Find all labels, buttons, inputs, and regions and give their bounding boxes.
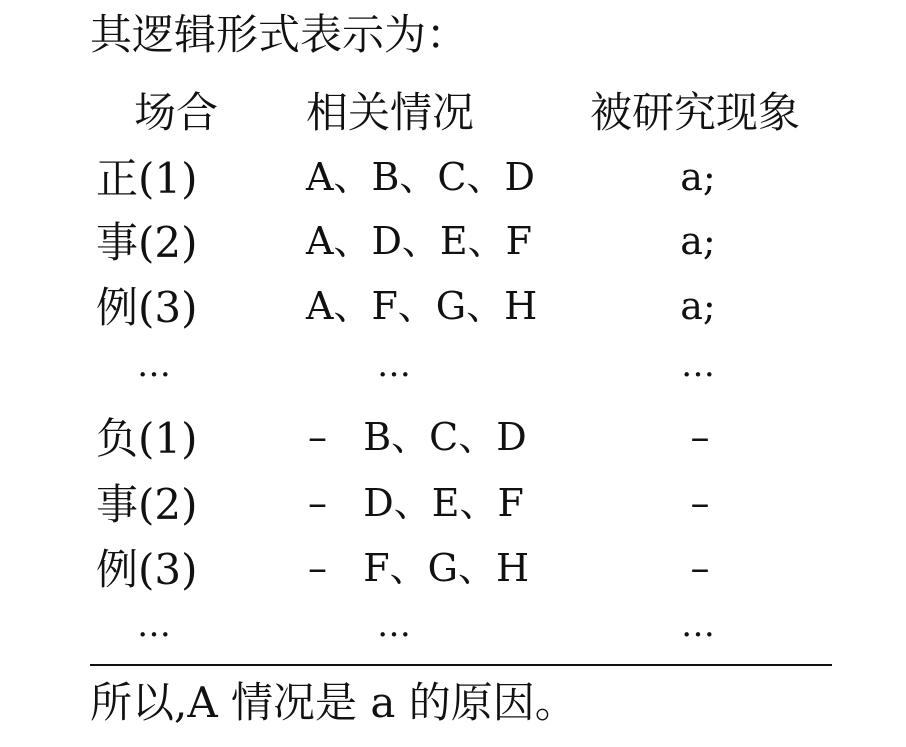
negative-row-2-phenomenon: – — [690, 481, 710, 525]
positive-row-3-phenomenon: a; — [680, 284, 716, 328]
positive-ellipsis-case: … — [137, 345, 171, 385]
negative-ellipsis-related: … — [377, 605, 411, 645]
positive-row-1-case: 正(1) — [96, 154, 198, 203]
positive-ellipsis-phenomenon: … — [681, 345, 715, 385]
header-occasion: 场合 — [134, 88, 219, 137]
positive-row-1-phenomenon: a; — [680, 155, 716, 199]
conclusion-divider — [90, 664, 832, 666]
negative-row-1-related: – B、C、D — [308, 415, 527, 459]
positive-row-3-related: A、F、G、H — [306, 284, 538, 328]
intro-text: 其逻辑形式表示为： — [90, 10, 469, 59]
positive-ellipsis-related: … — [377, 345, 411, 385]
header-related: 相关情况 — [306, 88, 475, 137]
negative-ellipsis-phenomenon: … — [681, 605, 715, 645]
negative-row-3-related: – F、G、H — [308, 546, 530, 590]
positive-row-1-related: A、B、C、D — [306, 155, 535, 199]
positive-row-2-phenomenon: a; — [680, 219, 716, 263]
negative-row-2-related: – D、E、F — [308, 481, 524, 525]
positive-row-2-related: A、D、E、F — [306, 219, 533, 263]
header-phenomenon: 被研究现象 — [590, 88, 801, 137]
positive-row-3-case: 例(3) — [96, 283, 198, 332]
negative-row-1-phenomenon: – — [690, 415, 710, 459]
negative-row-2-case: 事(2) — [96, 480, 198, 529]
positive-row-2-case: 事(2) — [96, 218, 198, 267]
negative-row-3-phenomenon: – — [690, 546, 710, 590]
negative-row-3-case: 例(3) — [96, 545, 198, 594]
negative-ellipsis-case: … — [137, 605, 171, 645]
negative-row-1-case: 负(1) — [96, 414, 198, 463]
conclusion-text: 所以,A 情况是 a 的原因。 — [90, 678, 577, 727]
